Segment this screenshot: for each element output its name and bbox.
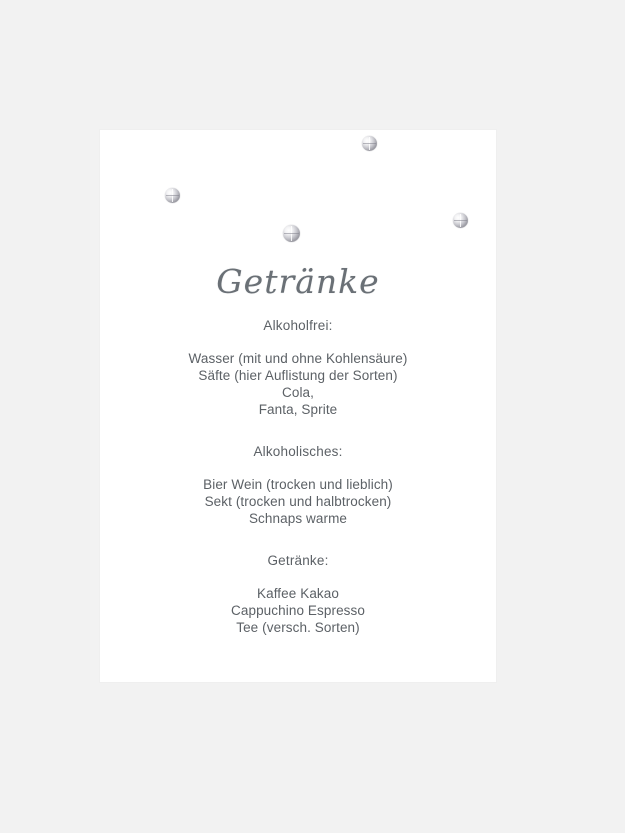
menu-line: Kaffee Kakao [256,586,339,601]
menu-line: Schnaps warme [248,511,348,526]
menu-section-hot-drinks [100,553,496,636]
menu-line: Fanta, Sprite [258,402,338,417]
menu-card [100,130,496,682]
rhinestone-icon [283,225,300,242]
menu-section-non-alcoholic [100,318,496,418]
rhinestone-icon [453,213,468,228]
section-title: Alkoholisches: [253,444,343,459]
menu-line: Tee (versch. Sorten) [236,620,360,635]
menu-line: Sekt (trocken und halbtrocken) [204,494,392,509]
section-title: Getränke: [267,553,329,568]
section-title: Alkoholfrei: [263,318,333,333]
menu-heading: Getränke [216,262,380,301]
menu-line: Wasser (mit und ohne Kohlensäure) [188,351,408,366]
menu-line: Bier Wein (trocken und lieblich) [203,477,393,492]
menu-content [100,318,496,636]
rhinestone-icon [362,136,377,151]
menu-line: Cappuchino Espresso [231,603,365,618]
menu-section-alcoholic [100,444,496,527]
rhinestone-icon [165,188,180,203]
menu-line: Cola, [281,385,314,400]
menu-line: Säfte (hier Auflistung der Sorten) [198,368,398,383]
